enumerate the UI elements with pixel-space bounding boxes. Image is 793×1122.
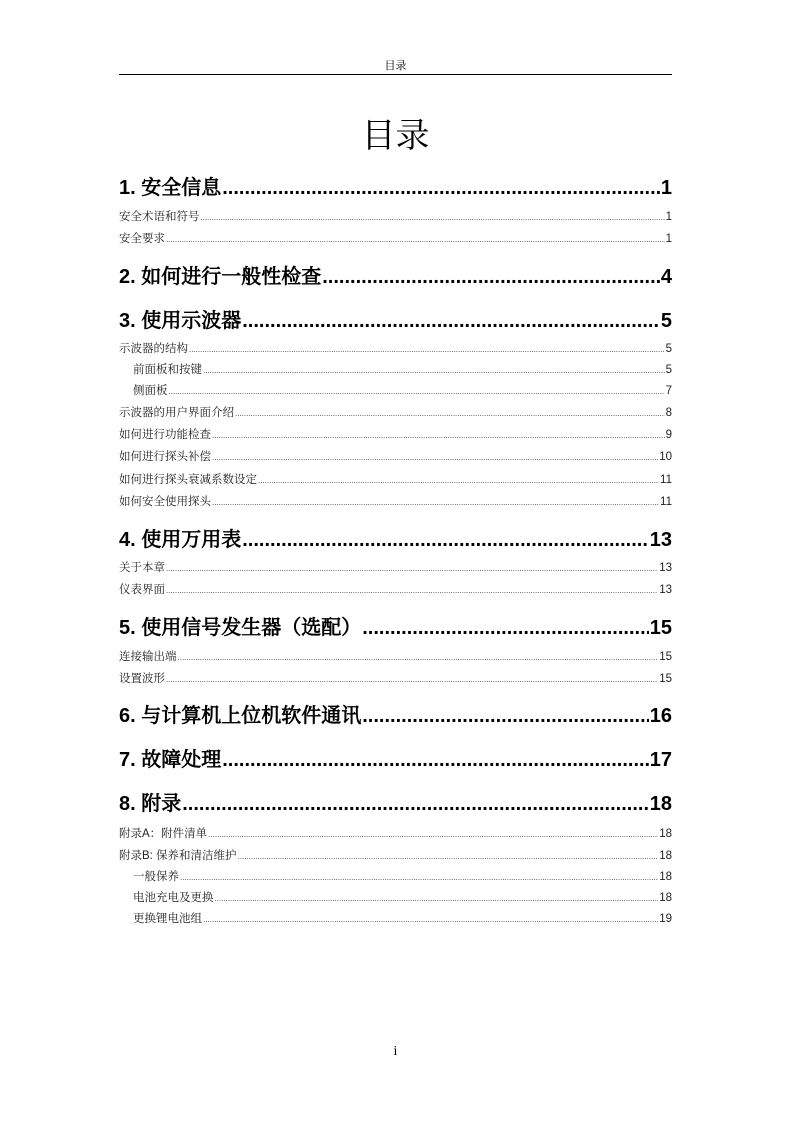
toc-entry-label: 如何安全使用探头 <box>119 496 211 508</box>
toc-entry-page: 18 <box>659 892 672 904</box>
toc-leader-dots <box>242 310 660 333</box>
toc-entry-page: 9 <box>665 429 672 441</box>
toc-leader-dots <box>203 366 665 375</box>
toc-entry-label: 电池充电及更换 <box>133 892 214 904</box>
toc-entry-level3[interactable] <box>133 910 672 926</box>
toc-entry-page: 5 <box>665 343 672 355</box>
toc-entry-level3[interactable] <box>133 889 672 905</box>
toc-entry-label: 前面板和按键 <box>133 364 202 376</box>
toc-leader-dots <box>182 793 649 816</box>
toc-entry-label: 更换锂电池组 <box>133 913 202 925</box>
toc-entry-level2[interactable] <box>119 426 672 442</box>
toc-leader-dots <box>215 894 659 903</box>
toc-entry-page: 18 <box>649 793 672 815</box>
toc-entry-label: 如何进行功能检查 <box>119 429 211 441</box>
toc-leader-dots <box>189 345 665 354</box>
toc-entry-page: 1 <box>665 211 672 223</box>
toc-entry-level1[interactable] <box>119 743 672 769</box>
page-title: 目录 <box>361 116 430 156</box>
toc-entry-level2[interactable] <box>119 493 672 509</box>
toc-entry-label: 6. 与计算机上位机软件通讯 <box>119 705 362 727</box>
toc-leader-dots <box>166 235 665 244</box>
toc-entry-level3[interactable] <box>133 382 672 398</box>
toc-entry-level1[interactable] <box>119 787 672 813</box>
toc-entry-level3[interactable] <box>133 868 672 884</box>
header-rule <box>119 74 672 75</box>
toc-entry-label: 7. 故障处理 <box>119 749 222 771</box>
toc-entry-level1[interactable] <box>119 171 672 197</box>
toc-entry-level2[interactable] <box>119 648 672 664</box>
toc-entry-page: 13 <box>659 562 672 574</box>
toc-entry-page: 16 <box>649 705 672 727</box>
toc-leader-dots <box>362 617 649 640</box>
toc-entry-label: 示波器的用户界面介绍 <box>119 407 234 419</box>
toc-entry-label: 连接输出端 <box>119 651 177 663</box>
toc-entry-level2[interactable] <box>119 340 672 356</box>
toc-leader-dots <box>238 852 659 861</box>
toc-entry-level2[interactable] <box>119 847 672 863</box>
toc-entry-label: 安全术语和符号 <box>119 211 200 223</box>
toc-entry-page: 17 <box>649 749 672 771</box>
toc-leader-dots <box>212 498 659 507</box>
toc-entry-level2[interactable] <box>119 404 672 420</box>
toc-leader-dots <box>180 873 658 882</box>
page-number: i <box>393 1044 398 1059</box>
toc-entry-page: 11 <box>660 474 672 486</box>
toc-entry-level1[interactable] <box>119 523 672 549</box>
toc-entry-level2[interactable] <box>119 581 672 597</box>
toc-entry-label: 附录A：附件清单 <box>119 828 208 840</box>
toc-entry-level1[interactable] <box>119 260 672 286</box>
toc-entry-level1[interactable] <box>119 304 672 330</box>
toc-entry-label: 示波器的结构 <box>119 343 188 355</box>
toc-entry-label: 仪表界面 <box>119 584 165 596</box>
toc-entry-level1[interactable] <box>119 611 672 637</box>
toc-entry-page: 15 <box>649 617 672 639</box>
toc-entry-page: 15 <box>659 673 672 685</box>
toc-entry-label: 5. 使用信号发生器（选配） <box>119 617 362 639</box>
toc-entry-level2[interactable] <box>119 208 672 224</box>
toc-leader-dots <box>212 453 658 462</box>
toc-leader-dots <box>178 653 659 662</box>
running-header: 目录 <box>384 60 407 72</box>
toc-entry-label: 3. 使用示波器 <box>119 310 242 332</box>
toc-entry-label: 如何进行探头衰减系数设定 <box>119 474 257 486</box>
toc-entry-page: 18 <box>659 828 672 840</box>
toc-leader-dots <box>258 476 659 485</box>
toc-leader-dots <box>235 409 665 418</box>
toc-leader-dots <box>222 177 660 200</box>
toc-entry-label: 关于本章 <box>119 562 165 574</box>
toc-entry-page: 11 <box>660 496 672 508</box>
toc-entry-label: 设置波形 <box>119 673 165 685</box>
toc-entry-page: 5 <box>665 364 672 376</box>
toc-leader-dots <box>201 213 665 222</box>
toc-leader-dots <box>322 266 660 289</box>
toc-entry-level1[interactable] <box>119 699 672 725</box>
toc-leader-dots <box>166 564 658 573</box>
toc-entry-label: 附录B: 保养和清洁维护 <box>119 850 237 862</box>
toc-leader-dots <box>362 705 649 728</box>
toc-entry-page: 15 <box>659 651 672 663</box>
toc-entry-page: 13 <box>659 584 672 596</box>
toc-entry-page: 18 <box>659 871 672 883</box>
toc-entry-page: 5 <box>660 310 672 332</box>
toc-entry-label: 一般保养 <box>133 871 179 883</box>
toc-leader-dots <box>242 529 649 552</box>
toc-entry-label: 如何进行探头补偿 <box>119 451 211 463</box>
toc-entry-label: 安全要求 <box>119 233 165 245</box>
toc-leader-dots <box>169 387 665 396</box>
toc-entry-page: 19 <box>659 913 672 925</box>
toc-entry-label: 侧面板 <box>133 385 168 397</box>
toc-entry-level2[interactable] <box>119 670 672 686</box>
toc-entry-label: 1. 安全信息 <box>119 177 222 199</box>
toc-entry-label: 4. 使用万用表 <box>119 529 242 551</box>
toc-entry-level2[interactable] <box>119 825 672 841</box>
toc-entry-page: 1 <box>660 177 672 199</box>
toc-entry-page: 10 <box>659 451 672 463</box>
toc-leader-dots <box>166 586 658 595</box>
toc-entry-page: 13 <box>649 529 672 551</box>
toc-leader-dots <box>208 830 658 839</box>
toc-entry-level2[interactable] <box>119 448 672 464</box>
toc-entry-level2[interactable] <box>119 230 672 246</box>
toc-entry-page: 4 <box>660 266 672 288</box>
toc-entry-page: 18 <box>659 850 672 862</box>
toc-entry-page: 7 <box>665 385 672 397</box>
toc-leader-dots <box>203 915 658 924</box>
toc-entry-page: 1 <box>665 233 672 245</box>
toc-entry-label: 8. 附录 <box>119 793 182 815</box>
toc-entry-level3[interactable] <box>133 361 672 377</box>
toc-entry-level2[interactable] <box>119 559 672 575</box>
toc-leader-dots <box>212 431 665 440</box>
toc-leader-dots <box>222 749 649 772</box>
toc-entry-level2[interactable] <box>119 471 672 487</box>
toc-leader-dots <box>166 675 658 684</box>
toc-entry-page: 8 <box>665 407 672 419</box>
toc-entry-label: 2. 如何进行一般性检查 <box>119 266 322 288</box>
